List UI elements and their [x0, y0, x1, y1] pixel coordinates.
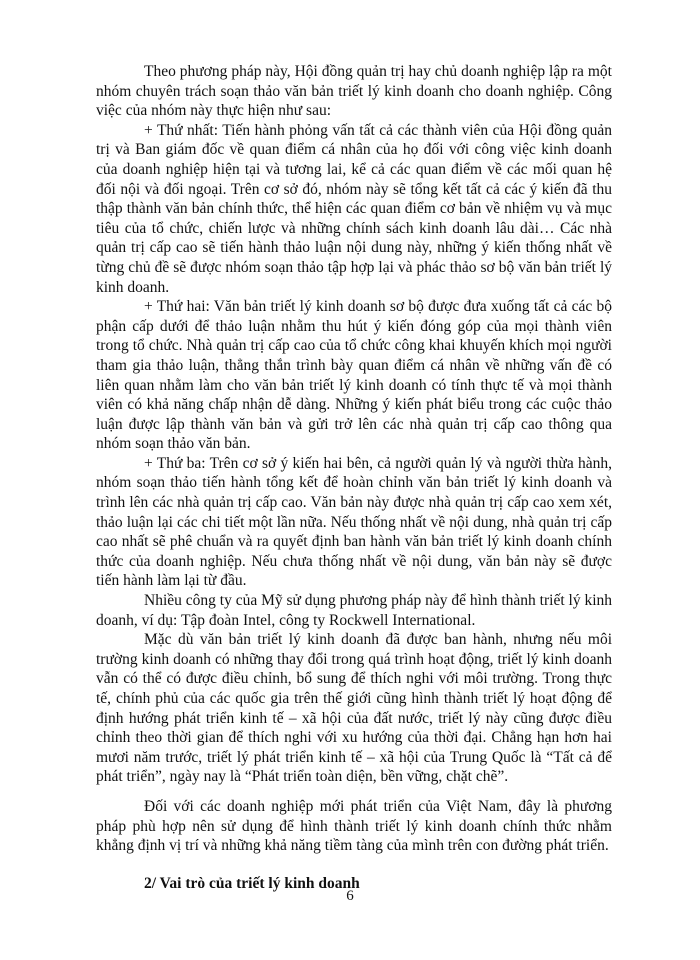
paragraph-step-three: + Thứ ba: Trên cơ sở ý kiến hai bên, cả người quản lý và người thừa hành, nhóm soạn thảo tiến hành tổng kết để hoàn chỉnh văn bản triết lý kinh doanh và trình lên các nhà quản trị cấp cao. Văn bản này được nhà quản trị cấp cao xem xét, thảo luận lại các chi tiết một lần nữa. Nếu thống nhất về nội dung, nhà quản trị cấp cao nhất sẽ phê chuẩn và ra quyết định ban hành văn bản triết lý kinh doanh chính thức của doanh nghiệp. Nếu chưa thống nhất về nội dung, văn bản này sẽ được tiến hành làm lại từ đầu.	[96, 454, 612, 590]
paragraph-us-companies: Nhiều công ty của Mỹ sử dụng phương pháp này để hình thành triết lý kinh doanh, ví dụ: Tập đoàn Intel, công ty Rockwell International.	[96, 592, 612, 629]
paragraph-vietnam: Đối với các doanh nghiệp mới phát triển của Việt Nam, đây là phương pháp phù hợp nên sử dụng để hình thành triết lý kinh doanh chính thức nhằm khẳng định vị trí và những khả năng tiềm tàng của mình trên con đường phát triển.	[96, 797, 612, 855]
paragraph-step-one: + Thứ nhất: Tiến hành phỏng vấn tất cả các thành viên của Hội đồng quản trị và Ban giám đốc về quan điểm cá nhân của họ đối với công việc kinh doanh của doanh nghiệp hiện tại và tương lai, kể cả các quan điểm về các mối quan hệ đối nội và đối ngoại. Trên cơ sở đó, nhóm này sẽ tổng kết tất cả các ý kiến đã thu thập thành văn bản chính thức, thể hiện các quan điểm cơ bản về nhiệm vụ và mục tiêu của tổ chức, chiến lược và những chính sách kinh doanh lâu dài… Các nhà quản trị cấp cao sẽ tiến hành thảo luận nội dung này, những ý kiến thống nhất về từng chủ đề sẽ được nhóm soạn thảo tập hợp lại và phác thảo sơ bộ văn bản triết lý kinh doanh.	[96, 121, 612, 296]
paragraph-adjustment: Mặc dù văn bản triết lý kinh doanh đã được ban hành, nhưng nếu môi trường kinh doanh có những thay đổi trong quá trình hoạt động, triết lý kinh doanh vẫn có thể có được điều chỉnh, bổ sung để thích nghi với môi trường. Trong thực tế, chính phủ của các quốc gia trên thế giới cũng hình thành triết lý hoạt động để định hướng phát triển kinh tế – xã hội của đất nước, triết lý này cũng được điều chỉnh theo thời gian để thích nghi với xu hướng của thời đại. Chẳng hạn hơn hai mươi năm trước, triết lý phát triển kinh tế – xã hội của Trung Quốc là “Tất cả để phát triển”, ngày nay là “Phát triển toàn diện, bền vững, chặt chẽ”.	[96, 631, 612, 786]
paragraph-intro: Theo phương pháp này, Hội đồng quản trị hay chủ doanh nghiệp lập ra một nhóm chuyên trách soạn thảo văn bản triết lý kinh doanh cho doanh nghiệp. Công việc của nhóm này thực hiện như sau:	[96, 63, 612, 120]
paragraph-step-two: + Thứ hai: Văn bản triết lý kinh doanh sơ bộ được đưa xuống tất cả các bộ phận cấp dưới để thảo luận nhằm thu hút ý kiến đóng góp của mọi thành viên trong tổ chức. Nhà quản trị cấp cao của tổ chức công khai khuyến khích mọi người tham gia thảo luận, thẳng thắn trình bày quan điểm cá nhân về những vấn đề có liên quan nhằm làm cho văn bản triết lý kinh doanh có tính thực tế và mọi thành viên có khả năng chấp nhận dễ dàng. Những ý kiến phát biểu trong các cuộc thảo luận được lập thành văn bản và gửi trở lên các nhà quản trị cấp cao thông qua nhóm soạn thảo văn bản.	[96, 298, 612, 453]
page-number: 6	[346, 888, 354, 904]
section-heading: 2/ Vai trò của triết lý kinh doanh	[144, 874, 360, 892]
